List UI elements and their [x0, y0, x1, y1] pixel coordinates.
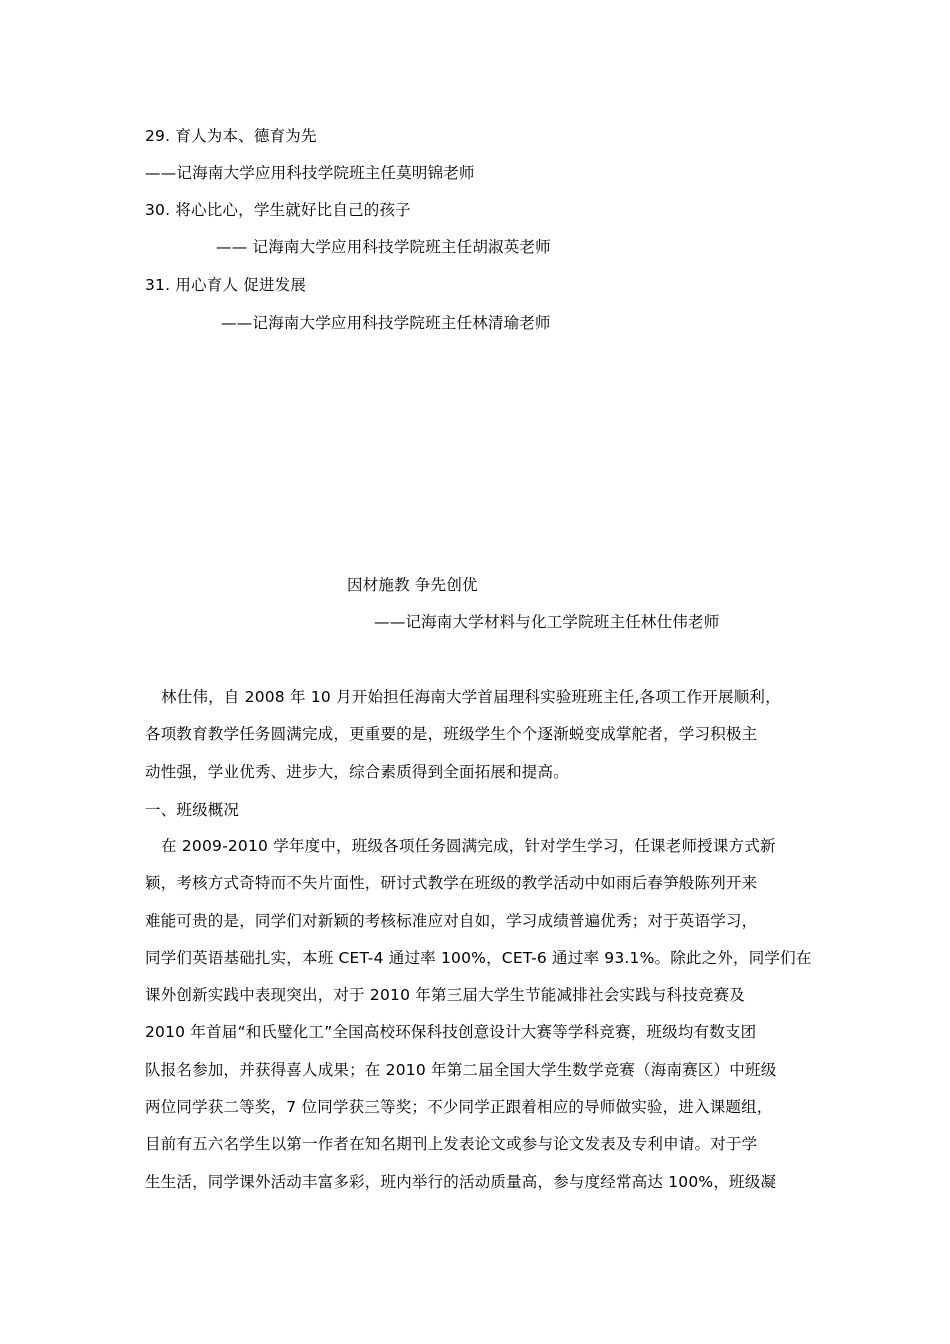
toc-item-30-title: 30. 将心比心，学生就好比自己的孩子 [145, 201, 411, 219]
section-line: 两位同学获二等奖，7 位同学获三等奖；不少同学正跟着相应的导师做实验，进入课题组， [145, 1098, 773, 1117]
toc-item-29-subtitle: ——记海南大学应用科技学院班主任莫明锦老师 [145, 164, 475, 182]
intro-paragraph [145, 679, 810, 791]
intro-line: 林仕伟，自 2008 年 10 月开始担任海南大学首届理科实验班班主任,各项工作开展顺利， [161, 688, 781, 706]
section-line: 在 2009-2010 学年度中，班级各项任务圆满完成，针对学生学习，任课老师授课方式新 [161, 837, 776, 855]
section-line: 目前有五六名学生以第一作者在知名期刊上发表论文或参与论文发表及专利申请。对于学 [145, 1135, 758, 1154]
intro-line: 各项教育教学任务圆满完成，更重要的是，班级学生个个逐渐蜕变成掌舵者，学习积极主 [145, 725, 758, 744]
section-line: 生生活，同学课外活动丰富多彩，班内举行的活动质量高，参与度经常高达 100%，班级凝 [145, 1172, 777, 1191]
toc-item-31-title: 31. 用心育人 促进发展 [145, 276, 307, 294]
section-line: 队报名参加，并获得喜人成果；在 2010 年第二届全国大学生数学竞赛（海南赛区）中班级 [145, 1060, 777, 1079]
section-paragraph [145, 828, 810, 1201]
toc-item-29-title: 29. 育人为本、德育为先 [145, 127, 317, 145]
article-title: 因材施教 争先创优 [347, 576, 478, 594]
section-line: 颖，考核方式奇特而不失片面性，研讨式教学在班级的教学活动中如雨后春笋般陈列开来 [145, 874, 758, 893]
section-line: 难能可贵的是，同学们对新颖的考核标准应对自如，学习成绩普遍优秀；对于英语学习， [145, 911, 758, 930]
intro-line: 动性强，学业优秀、进步大，综合素质得到全面拓展和提高。 [145, 762, 569, 781]
section-heading: 一、班级概况 [145, 801, 240, 819]
toc-item-31-subtitle: ——记海南大学应用科技学院班主任林清瑜老师 [221, 314, 551, 332]
article-subtitle: ——记海南大学材料与化工学院班主任林仕伟老师 [374, 613, 720, 631]
section-line: 课外创新实践中表现突出，对于 2010 年第三届大学生节能减排社会实践与科技竞赛及 [145, 986, 746, 1005]
section-line: 同学们英语基础扎实，本班 CET-4 通过率 100%，CET-6 通过率 93.1%。除此之外，同学们在 [145, 948, 812, 967]
section-line: 2010 年首届“和氏璧化工”全国高校环保科技创意设计大赛等学科竞赛，班级均有数支团 [145, 1023, 757, 1042]
toc-item-30-subtitle: —— 记海南大学应用科技学院班主任胡淑英老师 [216, 238, 551, 256]
